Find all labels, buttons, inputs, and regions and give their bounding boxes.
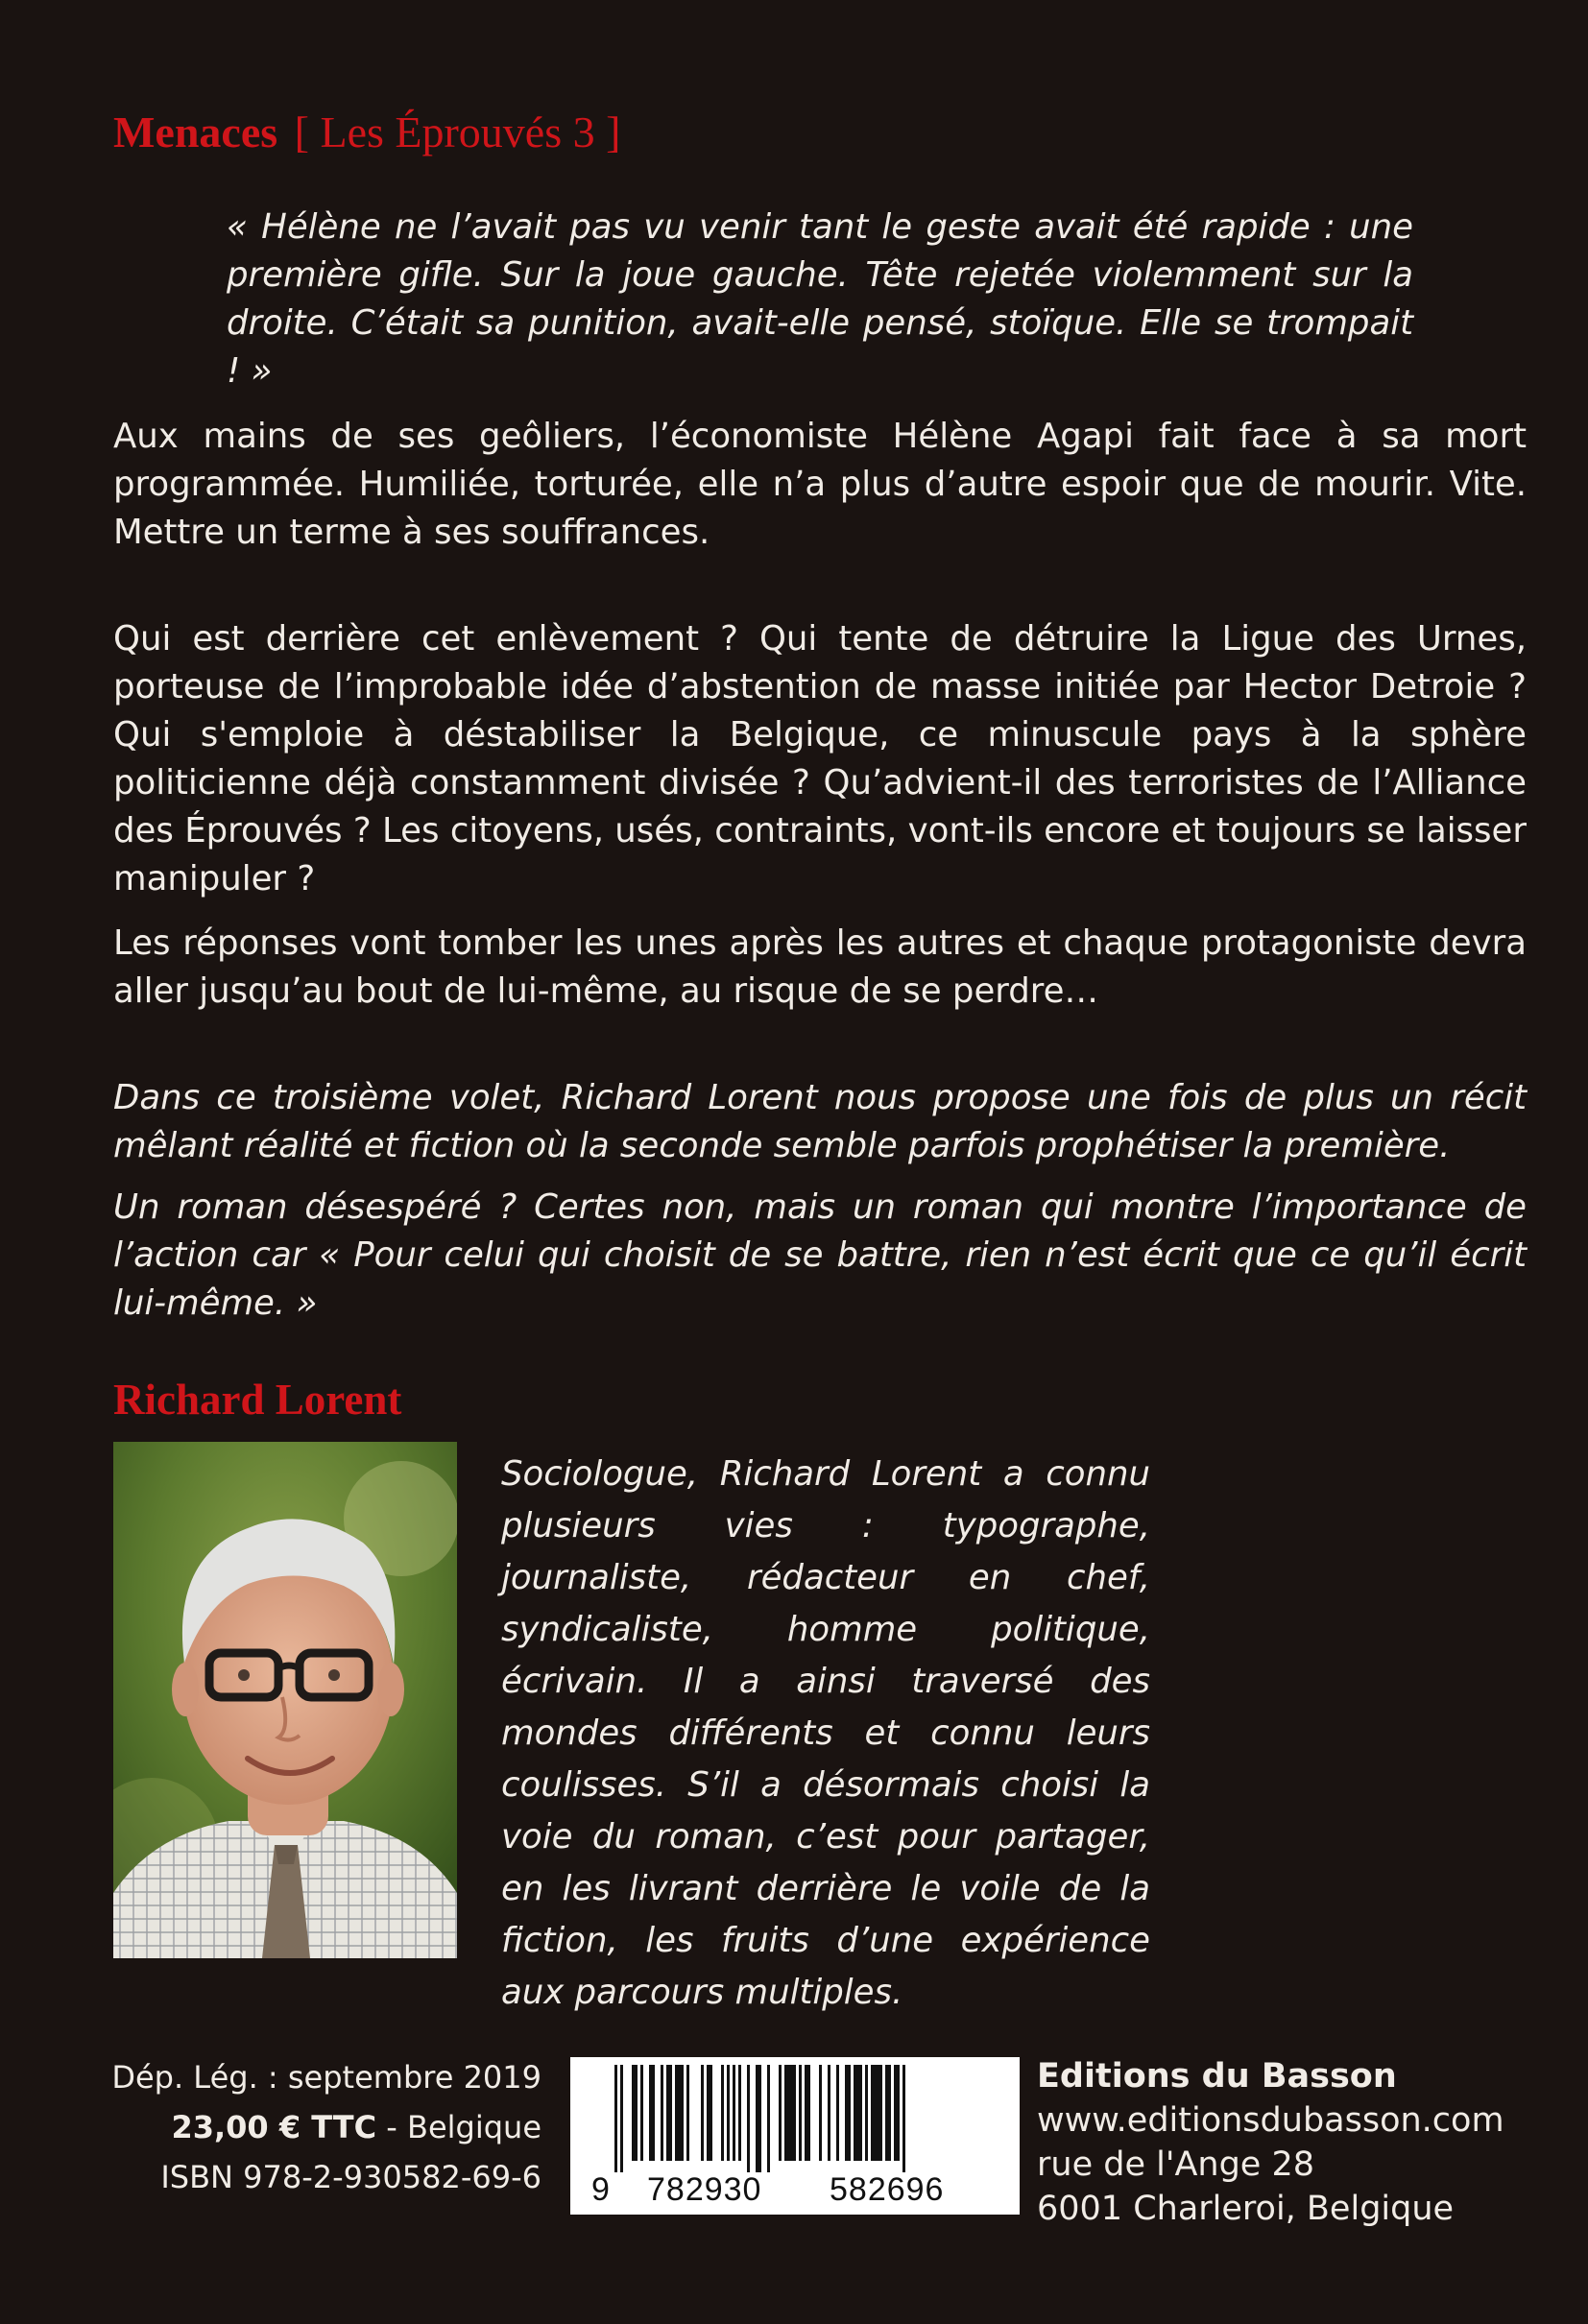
barcode-bar bbox=[779, 2065, 782, 2161]
barcode-bar bbox=[747, 2065, 750, 2172]
barcode-bar bbox=[649, 2065, 655, 2161]
barcode-bar bbox=[733, 2065, 735, 2161]
barcode-bar bbox=[885, 2065, 891, 2161]
barcode-bar bbox=[767, 2065, 770, 2172]
barcode-first-digit: 9 bbox=[591, 2171, 610, 2208]
barcode-group-1: 782930 bbox=[647, 2171, 762, 2208]
barcode-bar bbox=[894, 2065, 900, 2161]
author-portrait-illustration bbox=[113, 1442, 457, 1958]
isbn-barcode bbox=[570, 2057, 1020, 2215]
barcode-bar bbox=[721, 2065, 724, 2161]
legal-deposit: Dép. Lég. : septembre 2019 bbox=[111, 2059, 541, 2096]
barcode-bar bbox=[865, 2065, 868, 2161]
book-title-main: Menaces bbox=[113, 108, 278, 156]
publisher-name: Editions du Basson bbox=[1037, 2057, 1397, 2096]
barcode-bar bbox=[836, 2065, 839, 2161]
barcode-bar bbox=[632, 2065, 638, 2161]
barcode-bar bbox=[902, 2065, 905, 2172]
barcode-bar bbox=[640, 2065, 643, 2161]
publisher-street: rue de l'Ange 28 bbox=[1037, 2145, 1314, 2184]
barcode-bar bbox=[661, 2065, 663, 2161]
barcode-bar bbox=[828, 2065, 830, 2161]
barcode-bar bbox=[614, 2065, 617, 2172]
publisher-info bbox=[1037, 2054, 1575, 2231]
barcode-bar bbox=[701, 2065, 704, 2161]
barcode-digits bbox=[570, 2172, 1020, 2207]
barcode-bar bbox=[845, 2065, 851, 2161]
barcode-bar bbox=[727, 2065, 730, 2161]
price: 23,00 € TTC bbox=[171, 2109, 377, 2145]
barcode-bar bbox=[666, 2065, 672, 2161]
publisher-city: 6001 Charleroi, Belgique bbox=[1037, 2190, 1455, 2228]
barcode-bar bbox=[871, 2065, 882, 2161]
barcode-bar bbox=[819, 2065, 822, 2161]
author-photo bbox=[113, 1442, 457, 1958]
barcode-bars bbox=[570, 2057, 1020, 2172]
barcode-bar bbox=[756, 2065, 761, 2172]
excerpt-quote: « Hélène ne l’avait pas vu venir tant le geste avait été rapide : une première gifle. Sur la joue gauche. Tête rejetée violemment sur la droite. C’était sa punition, avait-elle pensé, stoïque. Elle se trompait ! » bbox=[227, 207, 1413, 391]
barcode-bar bbox=[805, 2065, 810, 2161]
summary-paragraph-4: Dans ce troisième volet, Richard Lorent nous propose une fois de plus un récit mêlant réalité et fiction où la seconde semble parfois prophétiser la première. bbox=[113, 1078, 1527, 1165]
summary-paragraph-2: Qui est derrière cet enlèvement ? Qui tente de détruire la Ligue des Urnes, porteuse de l’improbable idée d’abstention de masse initiée par Hector Detroie ? Qui s'emploie à déstabiliser la Belgique, ce minuscule pays à la sphère politicienne déjà constamment divisée ? Qu’advient-il des terroristes de l’Alliance des Éprouvés ? Les citoyens, usés, contraints, vont-ils encore et toujours se laisser manipuler ? bbox=[113, 619, 1527, 898]
legal-info bbox=[92, 2052, 541, 2202]
publisher-website: www.editionsdubasson.com bbox=[1037, 2101, 1504, 2140]
barcode-bar bbox=[799, 2065, 802, 2161]
barcode-bar bbox=[675, 2065, 684, 2161]
barcode-bar bbox=[738, 2065, 741, 2161]
isbn: ISBN 978-2-930582-69-6 bbox=[160, 2159, 541, 2195]
summary-paragraph-5: Un roman désespéré ? Certes non, mais un roman qui montre l’importance de l’action car « Pour celui qui choisit de se battre, rien n’est écrit que ce qu’il écrit lui-même. » bbox=[113, 1187, 1527, 1323]
barcode-bar bbox=[854, 2065, 862, 2161]
book-title bbox=[113, 104, 620, 161]
summary-paragraph-1: Aux mains de ses geôliers, l’économiste Hélène Agapi fait face à sa mort programmée. Humiliée, torturée, elle n’a plus d’autre espoir que de mourir. Vite. Mettre un terme à ses souffrances. bbox=[113, 417, 1527, 552]
barcode-group-2: 582696 bbox=[830, 2171, 945, 2208]
price-country: - Belgique bbox=[376, 2109, 541, 2145]
price-line bbox=[92, 2102, 541, 2152]
barcode-bar bbox=[784, 2065, 796, 2161]
author-name: Richard Lorent bbox=[113, 1376, 402, 1424]
barcode-bar bbox=[686, 2065, 689, 2161]
barcode-bar bbox=[707, 2065, 712, 2161]
author-bio: Sociologue, Richard Lorent a connu plusieurs vies : typographe, journaliste, rédacteur en chef, syndicaliste, homme politique, écrivain. Il a ainsi traversé des mondes différents et connu leurs coulisses. S’il a désormais choisi la voie du roman, c’est pour partager, en les livrant derrière le voile de la fiction, les fruits d’une expérience aux parcours multiples. bbox=[501, 1454, 1150, 2012]
summary-paragraph-3: Les réponses vont tomber les unes après les autres et chaque protagoniste devra aller jusqu’au bout de lui-même, au risque de se perdre… bbox=[113, 923, 1527, 1011]
barcode-bar bbox=[620, 2065, 623, 2172]
book-series: [ Les Éprouvés 3 ] bbox=[294, 108, 621, 156]
